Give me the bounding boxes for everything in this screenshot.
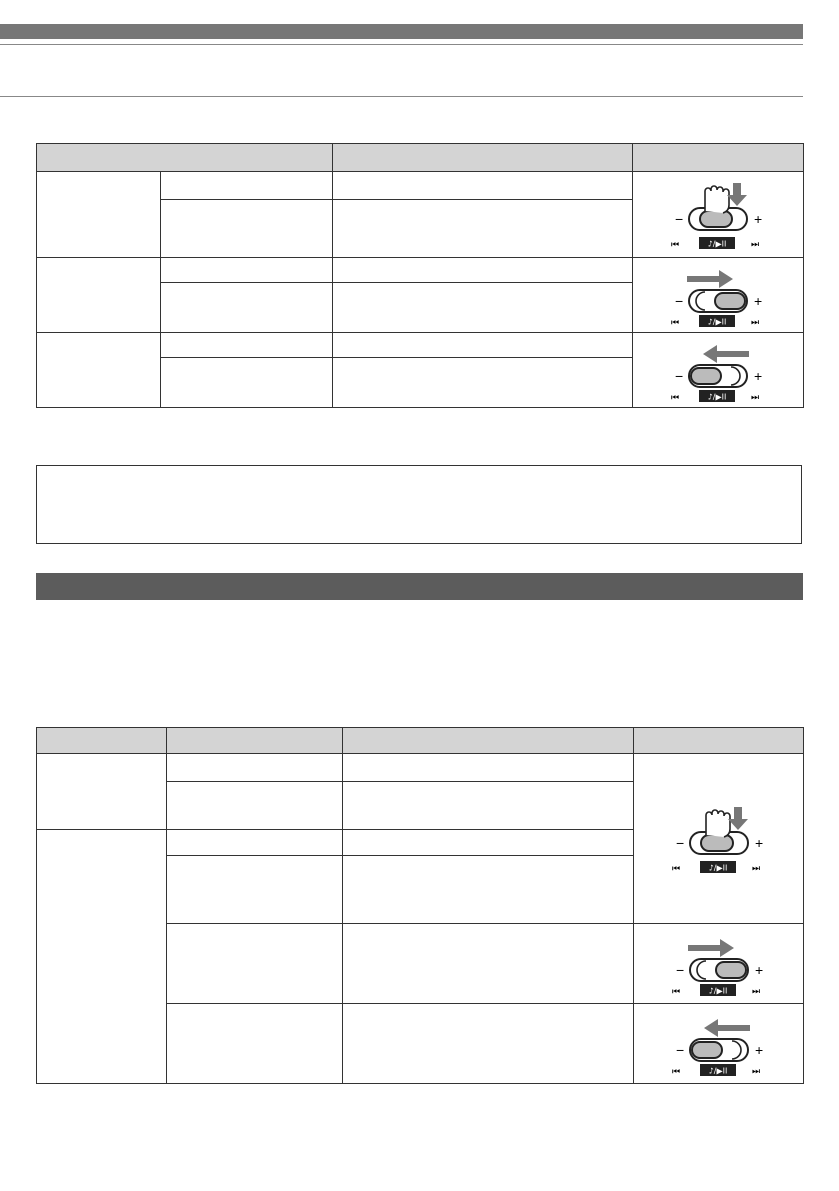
plus-label: + (754, 210, 763, 227)
next-track-icon: ⏭ (751, 986, 760, 997)
table-cell (167, 782, 343, 830)
group-label (37, 172, 161, 258)
play-pause-icon: ♪/▶II (707, 317, 727, 327)
prev-track-icon: ⏮ (671, 239, 680, 250)
play-pause-icon: ♪/▶II (707, 392, 727, 402)
table-cell (343, 830, 634, 856)
table-cell (167, 754, 343, 782)
play-pause-icon: ♪/▶II (708, 863, 727, 872)
table-cell (167, 856, 343, 924)
slide-left-illustration (633, 333, 804, 408)
controller-slide-right-icon (653, 262, 783, 328)
slide-left-illustration (634, 1004, 804, 1084)
table-cell (333, 200, 633, 258)
table-header-cell (343, 728, 634, 754)
plus-label: + (754, 1041, 763, 1058)
minus-label: − (675, 368, 684, 384)
prev-track-icon: ⏮ (671, 863, 680, 874)
next-track-icon: ⏭ (751, 393, 760, 403)
section-header-bar (36, 573, 803, 600)
minus-label: − (675, 834, 684, 851)
table-cell (167, 1004, 343, 1084)
control-table-2 (36, 727, 804, 1084)
table-row (37, 754, 804, 782)
table-cell (333, 283, 633, 333)
group-label (37, 333, 161, 408)
prev-track-icon: ⏮ (671, 318, 680, 328)
controller-slide-right-icon (654, 931, 784, 997)
header-bar (0, 24, 803, 39)
table-row (37, 333, 804, 358)
controller-slide-left-icon (653, 337, 783, 403)
table-row (37, 258, 804, 283)
plus-label: + (754, 961, 763, 978)
minus-label: − (675, 293, 684, 309)
table-header-row (37, 144, 804, 172)
slide-right-illustration (633, 258, 804, 333)
table-header-cell (37, 728, 167, 754)
control-table-1 (36, 143, 804, 408)
table-cell (167, 924, 343, 1004)
plus-label: + (754, 368, 763, 384)
next-track-icon: ⏭ (751, 1066, 760, 1077)
table-cell (333, 333, 633, 358)
plus-label: + (754, 293, 763, 309)
table-cell (343, 782, 634, 830)
table-cell (161, 333, 333, 358)
press-illustration (633, 172, 804, 258)
next-track-icon: ⏭ (751, 863, 760, 874)
header-rule-bottom (0, 96, 803, 97)
play-pause-icon: ♪/▶II (708, 986, 727, 995)
controller-slide-left-icon (654, 1011, 784, 1077)
table-header-cell (333, 144, 633, 172)
table-cell (161, 172, 333, 200)
group-label (37, 258, 161, 333)
table-cell (333, 358, 633, 408)
table-cell (343, 924, 634, 1004)
header-rule-top (0, 44, 803, 45)
table-header-cell (633, 144, 804, 172)
table-cell (343, 856, 634, 924)
minus-label: − (675, 961, 684, 978)
next-track-icon: ⏭ (751, 318, 760, 328)
minus-label: − (675, 1041, 684, 1058)
prev-track-icon: ⏮ (671, 1066, 680, 1077)
controller-press-icon (653, 175, 783, 255)
next-track-icon: ⏭ (751, 239, 760, 250)
prev-track-icon: ⏮ (671, 986, 680, 997)
group-label (37, 754, 167, 830)
play-pause-icon: ♪/▶II (707, 239, 727, 248)
table-row (37, 172, 804, 200)
table-cell (161, 200, 333, 258)
table-cell (333, 258, 633, 283)
table-cell (343, 754, 634, 782)
table-cell (161, 283, 333, 333)
minus-label: − (675, 210, 684, 227)
table-cell (161, 358, 333, 408)
group-label (37, 830, 167, 1084)
table-cell (333, 172, 633, 200)
table-header-cell (37, 144, 333, 172)
table-cell (161, 258, 333, 283)
table-cell (167, 830, 343, 856)
prev-track-icon: ⏮ (671, 393, 680, 403)
table-header-cell (167, 728, 343, 754)
slide-right-illustration (634, 924, 804, 1004)
press-illustration (634, 754, 804, 924)
play-pause-icon: ♪/▶II (708, 1066, 727, 1075)
note-box (36, 465, 802, 544)
table-cell (343, 1004, 634, 1084)
table-header-cell (634, 728, 804, 754)
plus-label: + (754, 834, 763, 851)
controller-press-icon (654, 799, 784, 879)
table-header-row (37, 728, 804, 754)
